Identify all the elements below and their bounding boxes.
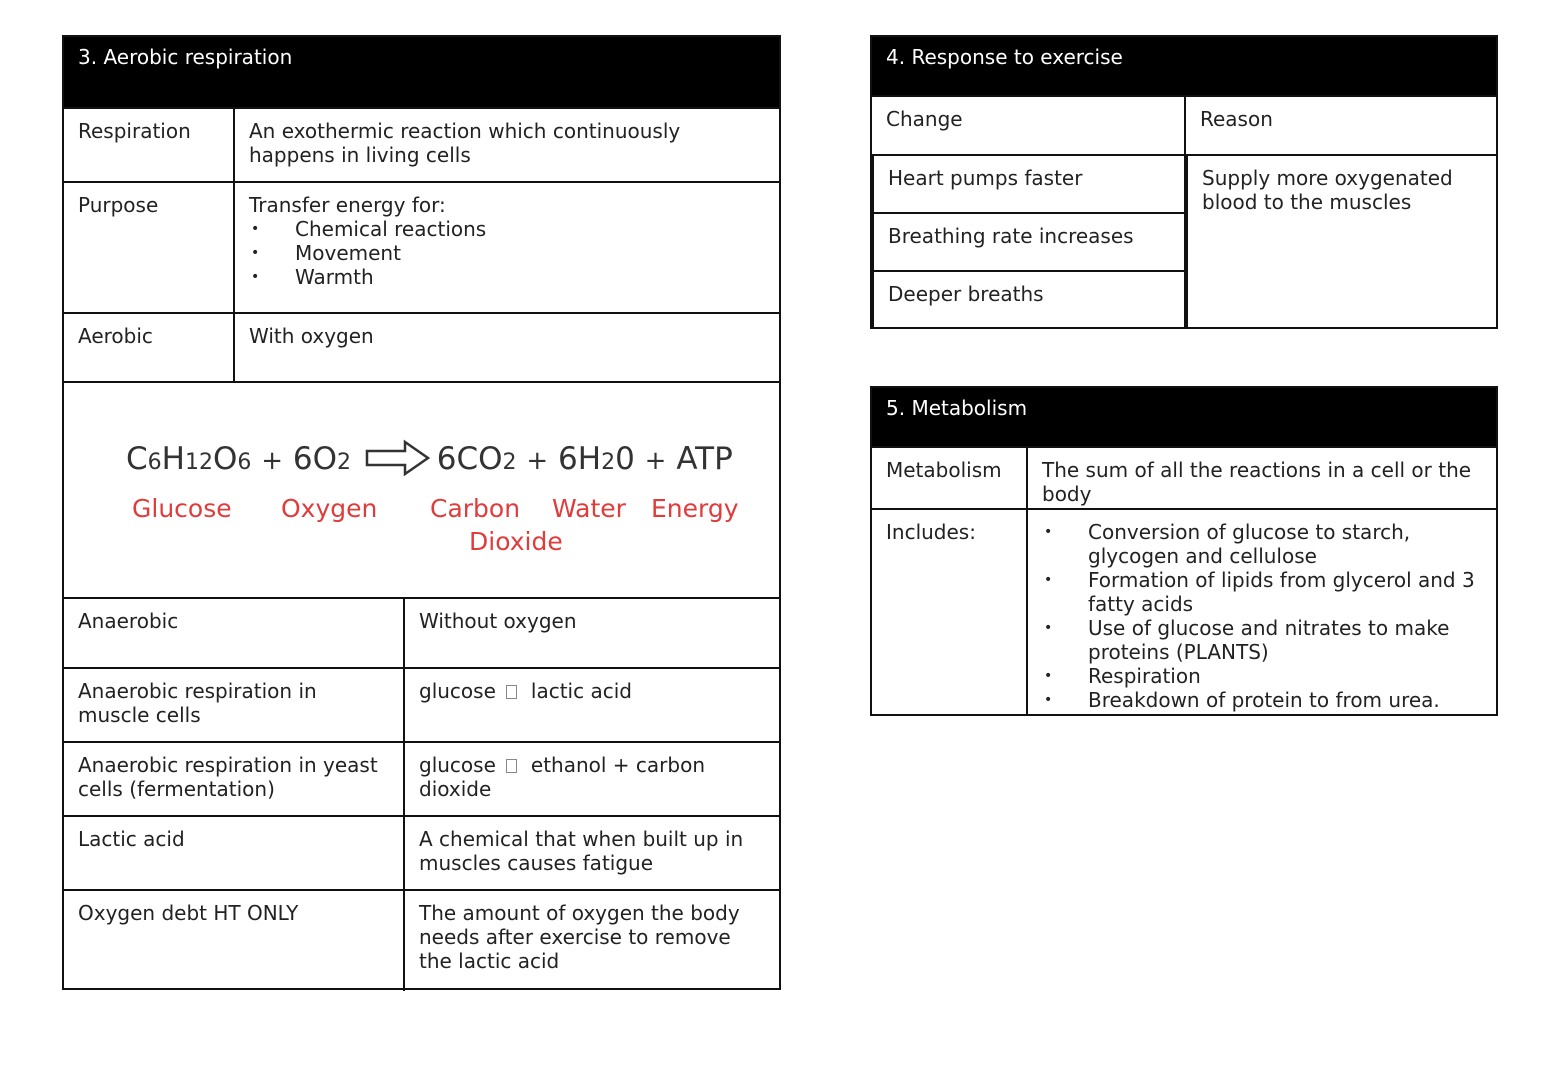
aerobic-respiration-table bbox=[62, 35, 781, 990]
table-row bbox=[64, 181, 779, 312]
table-row bbox=[64, 889, 779, 991]
definition-cell bbox=[403, 743, 779, 815]
carbon-label: Carbon bbox=[430, 494, 521, 523]
equation-line bbox=[126, 439, 733, 477]
list-item: • Conversion of glucose to starch, glycogen and cellulose bbox=[1042, 520, 1482, 568]
table-row bbox=[64, 107, 779, 181]
list-item: • Formation of lipids from glycerol and 3 fatty acids bbox=[1042, 568, 1482, 616]
term-cell: Purpose bbox=[78, 193, 159, 217]
table-header: 5. Metabolism bbox=[872, 388, 1496, 446]
plus-sign: + bbox=[261, 446, 284, 476]
carbon-dioxide-formula: 6CO2 bbox=[436, 441, 517, 477]
glucose-label: Glucose bbox=[132, 494, 232, 523]
definition-cell bbox=[1026, 510, 1496, 714]
product-text: lactic acid bbox=[530, 679, 632, 703]
energy-label: Energy bbox=[651, 494, 739, 523]
term-cell: Metabolism bbox=[886, 458, 1002, 482]
oxygen-formula: 6O2 bbox=[292, 441, 352, 477]
term-cell: Anaerobic respiration in muscle cells bbox=[78, 679, 317, 727]
list-item: • Chemical reactions bbox=[249, 217, 765, 241]
definition-cell bbox=[403, 669, 779, 741]
table-header: 3. Aerobic respiration bbox=[64, 37, 779, 107]
metabolism-table bbox=[870, 386, 1498, 716]
respiration-equation bbox=[64, 381, 779, 597]
product-text: ethanol + carbon bbox=[530, 753, 705, 777]
reactant-text: glucose bbox=[419, 753, 496, 777]
list-item: • Breakdown of protein to from urea. bbox=[1042, 688, 1482, 712]
response-to-exercise-table bbox=[870, 35, 1498, 329]
reason-cell: Supply more oxygenated blood to the muscles bbox=[1186, 154, 1496, 327]
column-header-reason: Reason bbox=[1186, 95, 1496, 154]
bullet-list bbox=[1042, 520, 1482, 712]
column-header-change: Change bbox=[872, 95, 1184, 154]
definition-cell bbox=[233, 183, 779, 312]
missing-arrow-glyph-icon bbox=[506, 759, 517, 773]
arrow-icon bbox=[365, 439, 431, 477]
change-cell: Heart pumps faster bbox=[872, 154, 1184, 212]
list-item: • Warmth bbox=[249, 265, 765, 289]
definition-cell: An exothermic reaction which continuously happens in living cells bbox=[233, 109, 779, 181]
definition-cell: Without oxygen bbox=[403, 599, 779, 667]
table-row bbox=[64, 312, 779, 381]
table-row bbox=[64, 667, 779, 741]
term-cell: Lactic acid bbox=[78, 827, 185, 851]
definition-cell: With oxygen bbox=[233, 314, 779, 381]
reactant-text: glucose bbox=[419, 679, 496, 703]
definition-text: Transfer energy for: bbox=[249, 193, 446, 217]
definition-cell: The amount of oxygen the body needs after exercise to remove the lactic acid bbox=[403, 891, 779, 991]
table-header: 4. Response to exercise bbox=[872, 37, 1496, 95]
list-item: • Movement bbox=[249, 241, 765, 265]
definition-cell: A chemical that when built up in muscles causes fatigue bbox=[403, 817, 779, 889]
plus-sign: + bbox=[644, 446, 667, 476]
table-row bbox=[872, 508, 1496, 714]
term-cell: Oxygen debt HT ONLY bbox=[78, 901, 299, 925]
table-row bbox=[64, 741, 779, 815]
term-cell: Respiration bbox=[78, 119, 191, 143]
dioxide-label: Dioxide bbox=[469, 527, 563, 556]
list-item: • Respiration bbox=[1042, 664, 1482, 688]
change-cell: Deeper breaths bbox=[872, 270, 1184, 327]
change-cell: Breathing rate increases bbox=[872, 212, 1184, 270]
definition-cell: The sum of all the reactions in a cell or the body bbox=[1026, 448, 1496, 508]
table-row bbox=[872, 446, 1496, 508]
oxygen-label: Oxygen bbox=[281, 494, 378, 523]
missing-arrow-glyph-icon bbox=[506, 685, 517, 699]
atp-formula: ATP bbox=[676, 441, 733, 477]
water-label: Water bbox=[552, 494, 626, 523]
term-cell: Aerobic bbox=[78, 324, 153, 348]
water-formula: 6H20 bbox=[558, 441, 635, 477]
table-row bbox=[64, 597, 779, 667]
table-row bbox=[64, 815, 779, 889]
term-cell: Anaerobic bbox=[78, 609, 179, 633]
term-cell: Anaerobic respiration in yeast cells (fermentation) bbox=[78, 753, 378, 801]
plus-sign: + bbox=[526, 446, 549, 476]
term-cell: Includes: bbox=[886, 520, 976, 544]
product-text-continued: dioxide bbox=[419, 777, 492, 801]
list-item: • Use of glucose and nitrates to make proteins (PLANTS) bbox=[1042, 616, 1482, 664]
glucose-formula: C6H12O6 bbox=[126, 441, 252, 477]
bullet-list bbox=[249, 217, 765, 289]
